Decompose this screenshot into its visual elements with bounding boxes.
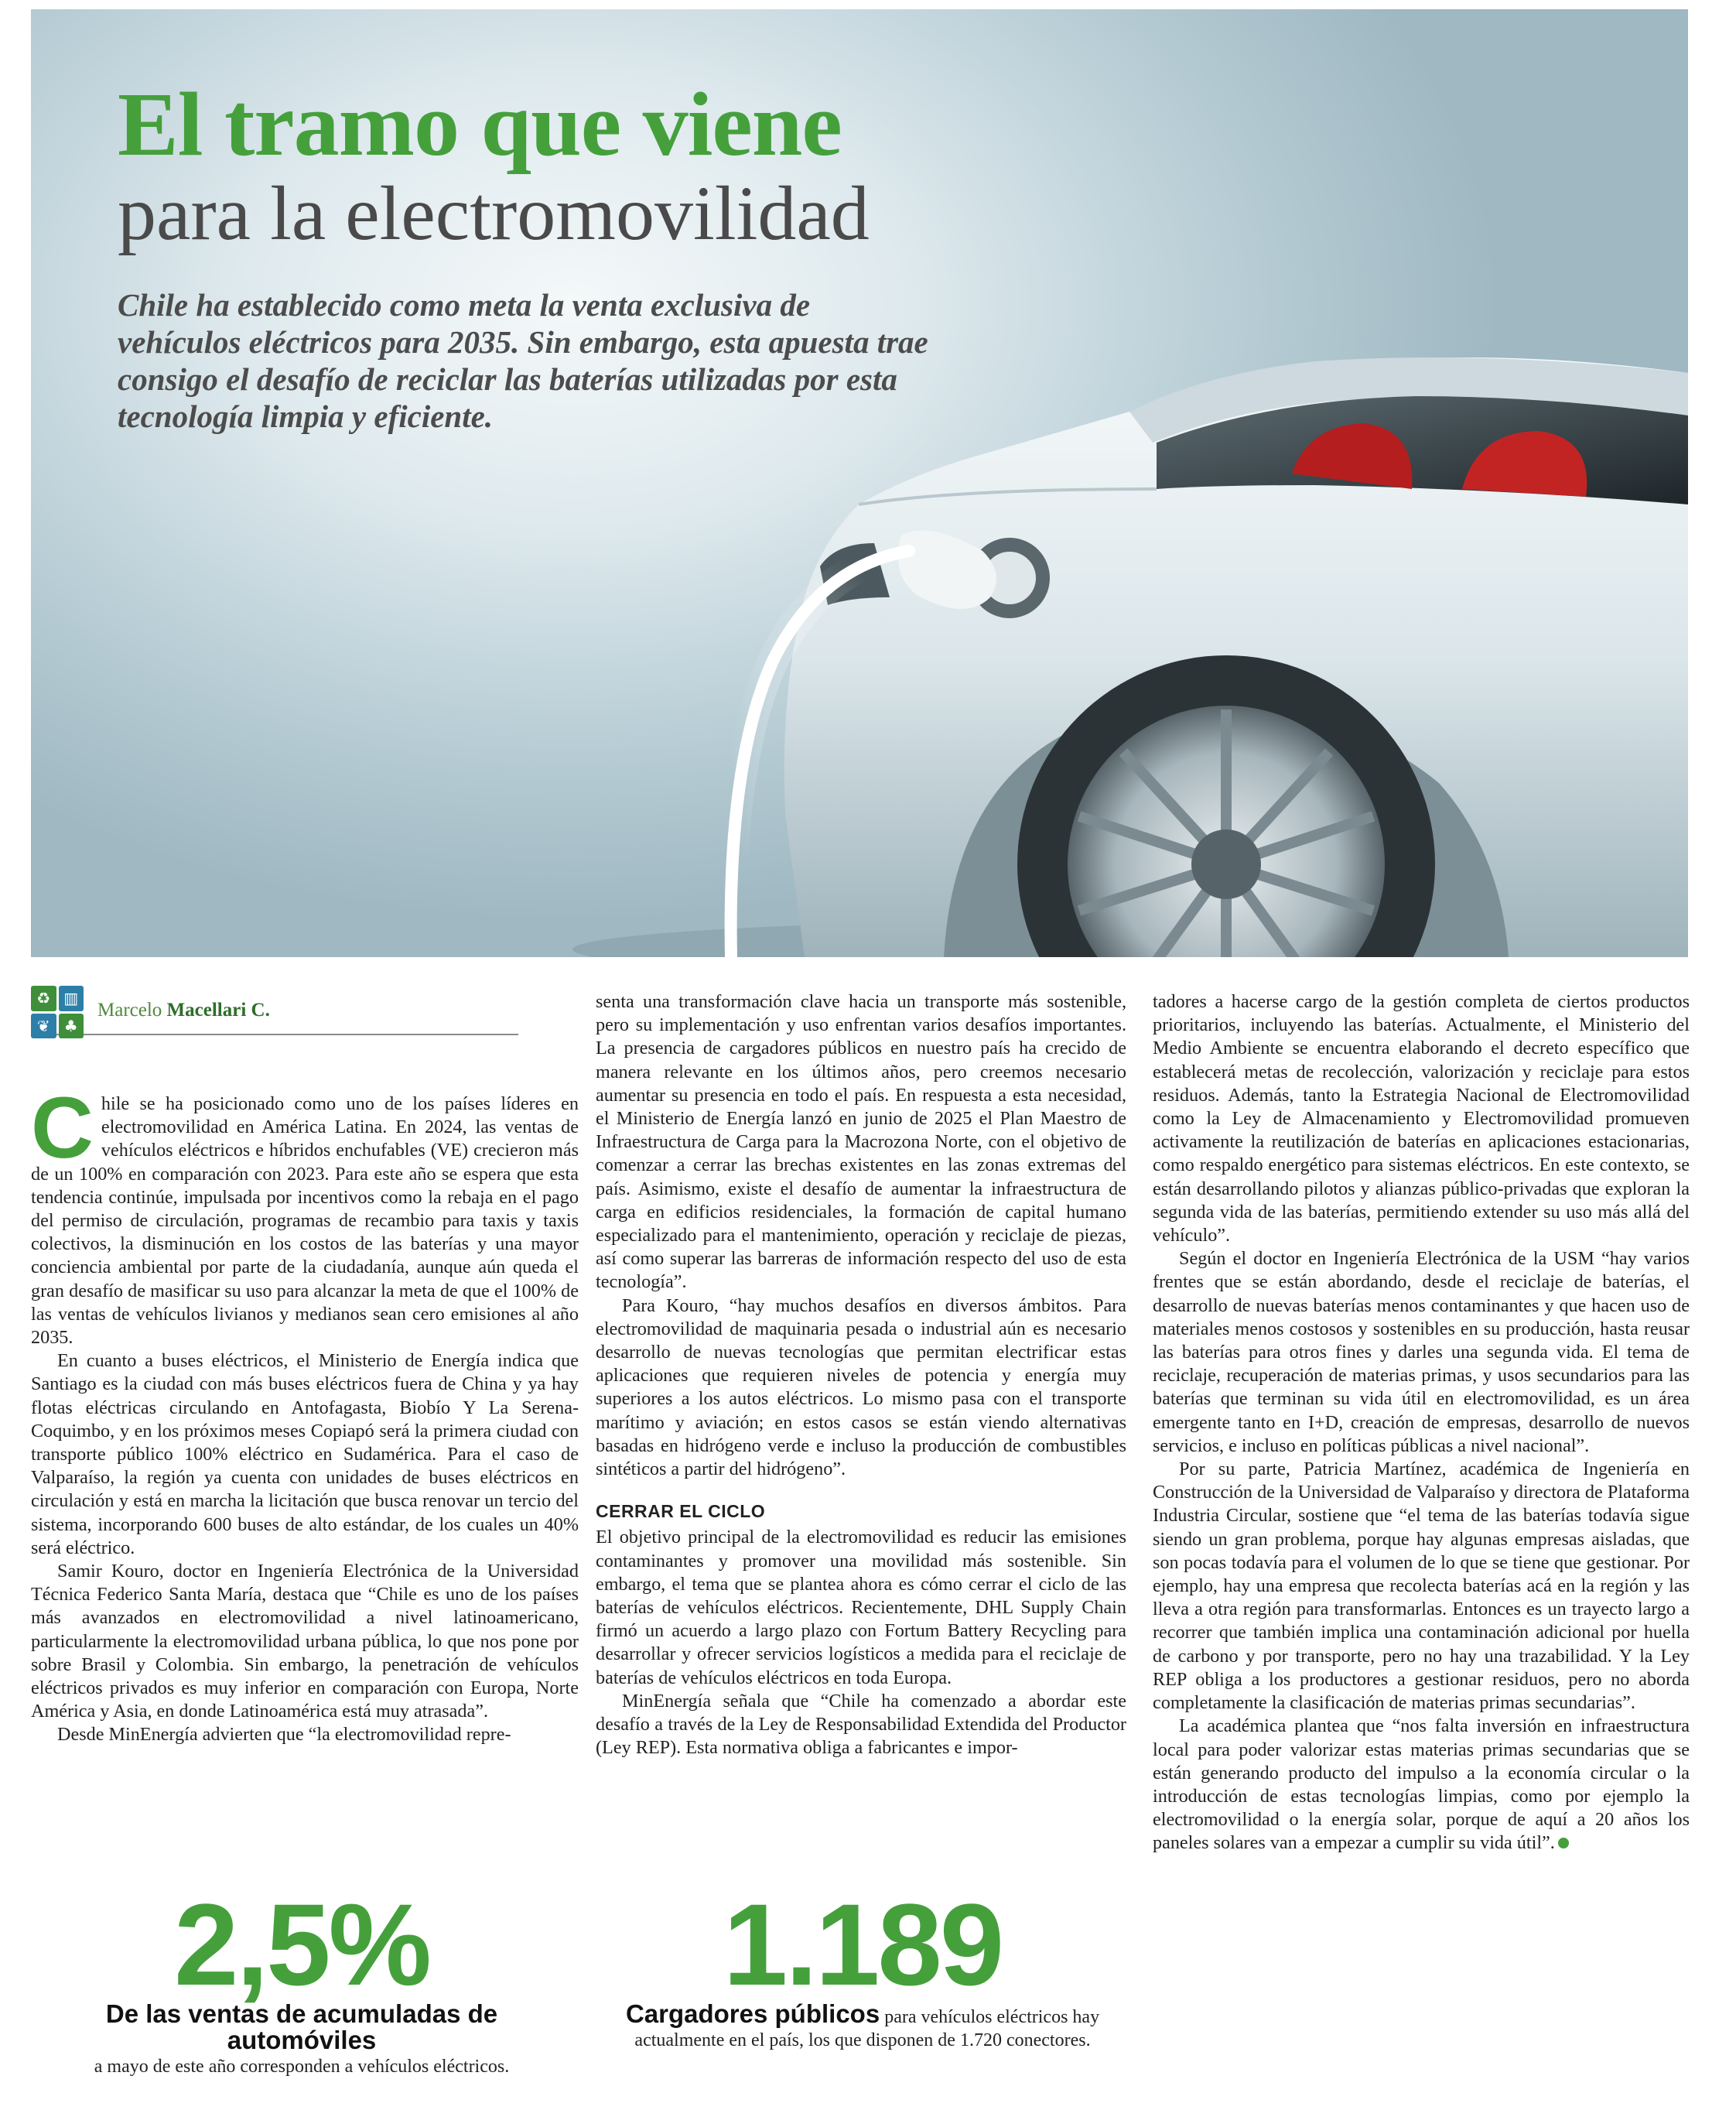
recycle-icon: ♻ xyxy=(31,986,56,1011)
body-paragraph xyxy=(1153,990,1690,1247)
deck-subtitle: Chile ha establecido como meta la venta exclusiva de vehículos eléctricos para 2035. Sin embargo, esta apuesta trae consigo el desafío de reciclar las baterías utilizadas por esta tecnología limpia y eficiente. xyxy=(118,287,928,434)
article-column-2 xyxy=(596,990,1126,1760)
headline xyxy=(118,74,870,256)
paragraph-text: tadores a hacerse cargo de la gestión completa de ciertos productos prioritarios, incluyendo las baterías. Actualmente, el Ministerio del Medio Ambiente se encuentra elaborando el decreto específico que establecerá metas de recolección, valorización y reciclaje para estos residuos. Además, tanto la Estrategia Nacional de Electromovilidad como la Ley de Almacenamiento y Electromovilidad promueven activamente la reutilización de baterías en aplicaciones estacionarias, como respaldo energético para sistemas eléctricos. En este contexto, se están desarrollando pilotos y alianzas público-privadas que exploran la segunda vida de las baterías, permitiendo extender su uso más allá del vehículo”. xyxy=(1153,991,1690,1247)
hero-photo xyxy=(31,9,1688,957)
article-column-1 xyxy=(31,1079,579,1747)
paragraph-text: Samir Kouro, doctor en Ingeniería Electrónica de la Universidad Técnica Federico Santa María, destaca que “Chile es uno de los países más avanzados en electromovilidad a nivel latinoamericano, particularmente la electromovilidad urbana pública, lo que nos pone por sobre Brasil y Colombia. Sin embargo, la penetración de vehículos eléctricos privados es muy inferior en comparación con Europa, Norte América y Asia, en donde Latinoamérica está muy atrasada”. xyxy=(31,1561,579,1722)
stat-value: 2,5% xyxy=(174,1879,429,2009)
body-paragraph xyxy=(596,1690,1126,1760)
headline-line-2 xyxy=(118,170,870,256)
stat-block-chargers xyxy=(588,1879,1137,2052)
headline-line-2-prefix: para la xyxy=(118,170,346,256)
article-column-3 xyxy=(1153,990,1690,1855)
section-logo-icon xyxy=(31,986,84,1038)
paragraph-text: Desde MinEnergía advierten que “la electromovilidad repre- xyxy=(57,1724,511,1746)
body-paragraph xyxy=(31,1723,579,1746)
paragraph-text: El objetivo principal de la electromovilidad es reducir las emisiones contaminantes y promover una movilidad más sostenible. Sin embargo, el tema que se plantea ahora es cómo cerrar el ciclo de las baterías de vehículos eléctricos. Recientemente, DHL Supply Chain firmó un acuerdo a largo plazo con Fortum Battery Recycling para desarrollar y ofrecer servicios logísticos a medida para el reciclaje de baterías de vehículos eléctricos en toda Europa. xyxy=(596,1527,1126,1688)
body-paragraph xyxy=(1153,1458,1690,1715)
paragraph-text: Por su parte, Patricia Martínez, académica de Ingeniería en Construcción de la Universidad de Valparaíso y directora de Plataforma Industria Circular, sostiene que “el tema de las baterías todavía sigue siendo un gran problema, porque hay algunas empresas aisladas, que son pocas todavía para el volumen de lo que se tiene que gestionar. Por ejemplo, hay una empresa que recolecta baterías acá en la región y las lleva a otra región para transformarlas. Entonces es un trayecto largo a recorrer que también implica una contaminación adicional por huella de carbono y por transporte, pero no hay una trazabilidad. Y la Ley REP obliga a los productores a gestionar residuos, pero no aborda completamente la clasificación de materias primas secundarias”. xyxy=(1153,1459,1690,1714)
stat-caption-rest: a mayo de este año corresponden a vehículos eléctricos. xyxy=(94,2057,510,2077)
paragraph-text: La académica plantea que “nos falta inversión en infraestructura local para poder valorizar estas materias primas secundarias que se están generando producto del impulso a la economía circular o la introducción de estas tecnologías limpias, como por ejemplo la electromovilidad o la energía solar, porque de aquí a 20 años los paneles solares van a empezar a cumplir su vida útil”. xyxy=(1153,1715,1690,1854)
section-subhead: CERRAR EL CICLO xyxy=(596,1501,766,1522)
stat-caption xyxy=(31,1999,572,2078)
author-name xyxy=(97,1000,270,1021)
body-paragraph xyxy=(31,1349,579,1560)
plant-icon: ♣ xyxy=(59,1014,84,1039)
stat-caption-strong: Cargadores públicos xyxy=(625,1999,880,2028)
paragraph-text: En cuanto a buses eléctricos, el Ministerio de Energía indica que Santiago es la ciudad con más buses eléctricos fuera de China y ya hay flotas eléctricas circulando en Antofagasta, Biobío Y La Serena-Coquimbo, y en los próximos meses Copiapó será la primera ciudad con transporte público 100% eléctrico en Sudamérica. Para el caso de Valparaíso, la región ya cuenta con unidades de buses eléctricos en circulación y está en marcha la licitación que busca renovar un tercio del sistema, incorporando 600 buses de alto estándar, de los cuales un 40% será eléctrico. xyxy=(31,1350,579,1558)
body-paragraph xyxy=(1153,1715,1690,1855)
body-paragraph xyxy=(1153,1247,1690,1458)
body-paragraph xyxy=(596,1294,1126,1482)
paragraph-text: hile se ha posicionado como uno de los países líderes en electromovilidad en América Latina. En 2024, las ventas de vehículos eléctricos e híbridos enchufables (VE) crecieron más de un 100% en comparación con 2023. Para este año se espera que esta tendencia continúe, impulsada por incentivos como la rebaja en el pago del permiso de circulación, programas de recambio para taxis y taxis colectivos, la disminución en los costos de las baterías y una mayor conciencia ambiental por parte de la ciudadanía, aunque aún queda el gran desafío de masificar su uso para alcanzar la meta de que el 100% de las ventas de vehículos livianos y medianos sean cero emisiones al año 2035. xyxy=(31,1093,579,1349)
stat-caption xyxy=(588,1999,1137,2052)
stat-caption-strong: De las ventas de acumuladas de automóviles xyxy=(105,1999,498,2054)
stat-value: 1.189 xyxy=(723,1879,1003,2009)
body-paragraph xyxy=(596,990,1126,1294)
stat-caption-rest: para vehículos eléctricos hay actualmente en el país, los que disponen de 1.720 conectores. xyxy=(634,2007,1100,2050)
paragraph-text: Según el doctor en Ingeniería Electrónica de la USM “hay varios frentes que se están abordando, desde el reciclaje de baterías, el desarrollo de nuevas baterías menos contaminantes y que hacen uso de materiales menos costosos y sostenibles en su producción, hasta reusar las baterías para otros fines y darles una segunda vida. El tema de reciclaje, recuperación de materias primas, y usos secundarios para las baterías que terminan su vida útil en electromovilidad, es un área emergente tanto en I+D, creación de empresas, desarrollo de nuevos servicios, e incluso en políticas públicas a nivel nacional”. xyxy=(1153,1248,1690,1456)
body-paragraph xyxy=(31,1079,579,1349)
author-first: Marcelo xyxy=(97,1000,167,1021)
paragraph-text: MinEnergía señala que “Chile ha comenzado a abordar este desafío a través de la Ley de Responsabilidad Extendida del Productor (Ley REP). Esta normativa obliga a fabricantes e impor- xyxy=(596,1690,1126,1759)
paragraph-text: Para Kouro, “hay muchos desafíos en diversos ámbitos. Para electromovilidad de maquinaria pesada o industrial aún es necesario desarrollo de nuevas tecnologías que permitan electrificar estas aplicaciones que requieren niveles de potencia y energía muy superiores a los autos eléctricos. Lo mismo pasa con el transporte marítimo y aviación; en estos casos se están viendo alternativas basadas en hidrógeno verde e incluso la producción de combustibles sintéticos a partir del hidrógeno”. xyxy=(596,1294,1126,1480)
headline-line-1: El tramo que viene xyxy=(118,74,842,175)
end-mark-icon xyxy=(1558,1838,1569,1848)
stat-block-sales xyxy=(31,1879,572,2078)
building-icon: ▥ xyxy=(59,986,84,1011)
leaf-icon: ❦ xyxy=(31,1014,56,1039)
paragraph-text: senta una transformación clave hacia un transporte más sostenible, pero su implementación y uso enfrentan varios desafíos importantes. La presencia de cargadores públicos en nuestro país ha crecido de manera relevante en los últimos años, pero creemos necesario aumentar su presencia en todo el país. En respuesta a esta necesidad, el Ministerio de Energía lanzó en junio de 2025 el Plan Maestro de Infraestructura de Carga para la Macrozona Norte, con el objetivo de comenzar a cerrar las brechas existentes en las zonas extremas del país. Asimismo, existe el desafío de aumentar la infraestructura de carga en edificios residenciales, la formación de capital humano especializado para el mantenimiento, operación y reciclaje de piezas, así como superar las barreras de información respecto del uso de esta tecnología”. xyxy=(596,991,1126,1293)
headline-line-2-accent: electromovilidad xyxy=(345,170,870,256)
body-paragraph xyxy=(31,1560,579,1723)
author-last: Macellari C. xyxy=(166,1000,270,1021)
body-paragraph xyxy=(596,1526,1126,1689)
byline xyxy=(31,983,518,1035)
drop-cap: C xyxy=(31,1079,94,1176)
